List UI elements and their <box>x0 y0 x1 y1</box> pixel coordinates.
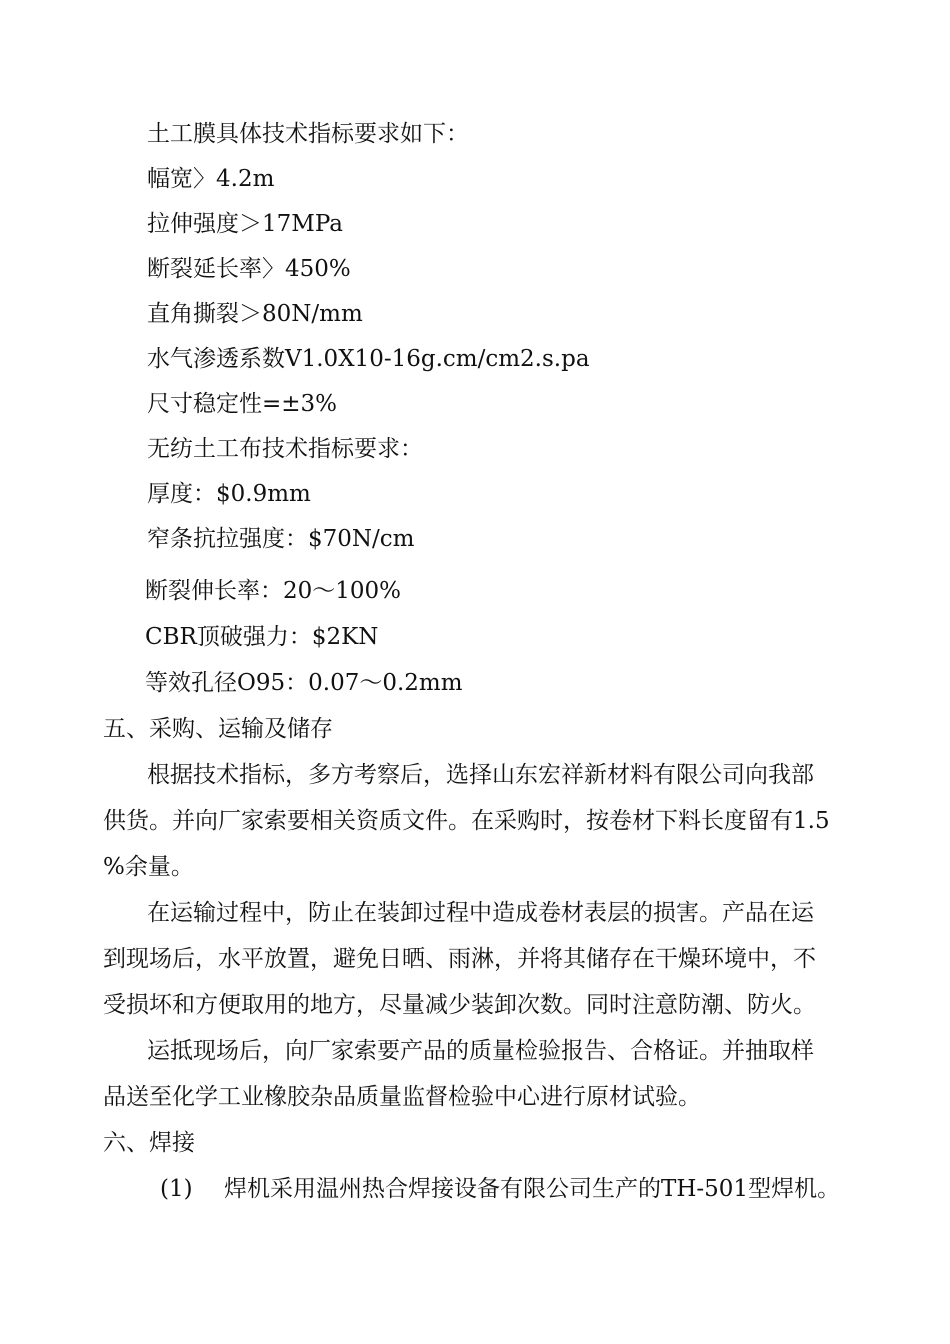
spec-strip-tensile: 窄条抗拉强度：$70N/cm <box>147 526 415 552</box>
section5-para1-line3: %余量。 <box>103 854 194 880</box>
spec-elongation: 断裂延长率〉450% <box>147 256 351 282</box>
section5-para3-line2: 品送至化学工业橡胶杂品质量监督检验中心进行原材试验。 <box>103 1084 701 1110</box>
section6-item1 <box>0 1169 950 1209</box>
section5-para1-line2: 供货。并向厂家索要相关资质文件。在采购时，按卷材下料长度留有1.5 <box>103 808 830 834</box>
section6-heading: 六、焊接 <box>103 1130 195 1156</box>
item-number: (1) <box>160 1176 193 1202</box>
section5-para2-line3: 受损坏和方便取用的地方，尽量减少装卸次数。同时注意防潮、防火。 <box>103 992 816 1018</box>
spec-tear: 直角撕裂＞80N/mm <box>147 301 363 327</box>
geomembrane-intro: 土工膜具体技术指标要求如下： <box>147 121 469 147</box>
spec-dimensional-stability: 尺寸稳定性=±3% <box>147 391 338 417</box>
section5-heading: 五、采购、运输及储存 <box>103 716 333 742</box>
spec-width: 幅宽〉4.2m <box>147 166 275 192</box>
spec-thickness: 厚度：$0.9mm <box>147 481 311 507</box>
spec-cbr: CBR顶破强力：$2KN <box>145 624 379 650</box>
spec-pore-size: 等效孔径O95：0.07〜0.2mm <box>145 670 463 696</box>
spec-tensile-strength: 拉伸强度＞17MPa <box>147 211 343 237</box>
section5-para3-line1: 运抵现场后，向厂家索要产品的质量检验报告、合格证。并抽取样 <box>147 1038 814 1064</box>
spec-vapor-permeability: 水气渗透系数V1.0X10-16g.cm/cm2.s.pa <box>147 346 590 372</box>
section5-para2-line2: 到现场后，水平放置，避免日晒、雨淋，并将其储存在干燥环境中，不 <box>103 946 816 972</box>
section5-para2-line1: 在运输过程中，防止在装卸过程中造成卷材表层的损害。产品在运 <box>147 900 814 926</box>
geotextile-intro: 无纺土工布技术指标要求： <box>147 436 423 462</box>
section5-para1-line1: 根据技术指标，多方考察后，选择山东宏祥新材料有限公司向我部 <box>147 762 814 788</box>
spec-break-elongation: 断裂伸长率：20〜100% <box>145 578 402 604</box>
item-text: 焊机采用温州热合焊接设备有限公司生产的TH-501型焊机。 <box>224 1176 841 1202</box>
